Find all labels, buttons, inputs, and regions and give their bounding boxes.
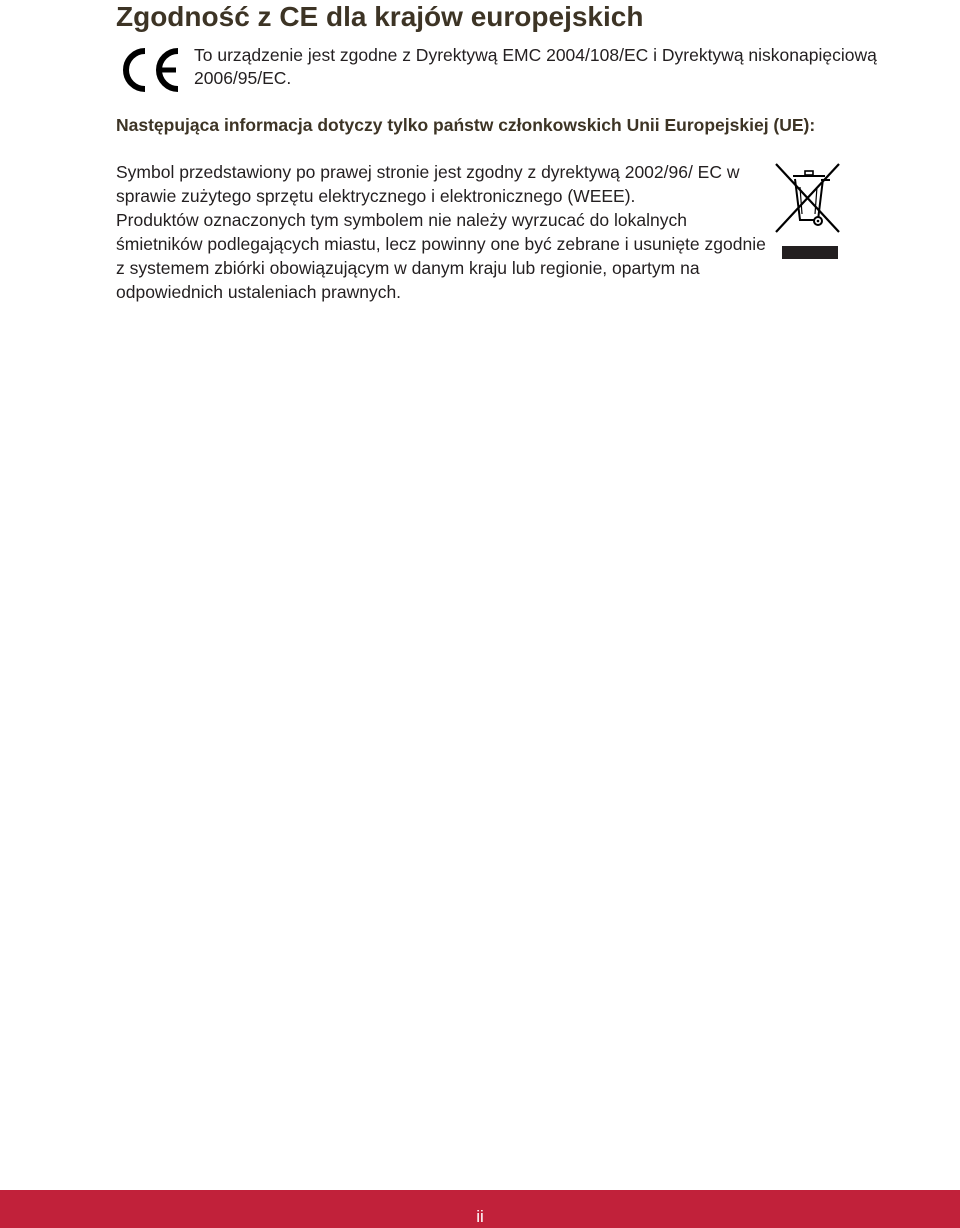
crossed-out-wheelie-bin-icon: [773, 160, 845, 262]
page-number: ii: [476, 1207, 484, 1226]
ce-compliance-text: To urządzenie jest zgodne z Dyrektywą EMC 2004/108/EC i Dyrektywą niskonapięciową 2006/95/EC.: [194, 45, 877, 88]
page-title: Zgodność z CE dla krajów europejskich: [116, 1, 644, 32]
weee-paragraph-directive: Symbol przedstawiony po prawej stronie jest zgodny z dyrektywą 2002/96/ EC w sprawie zużytego sprzętu elektrycznego i elektronicznego (WEEE).: [116, 162, 740, 206]
eu-section-heading: Następująca informacja dotyczy tylko państw członkowskich Unii Europejskiej (UE):: [116, 115, 816, 135]
weee-paragraph-disposal: Produktów oznaczonych tym symbolem nie należy wyrzucać do lokalnych śmietników podlegających miastu, lecz powinny one być zebrane i usunięte zgodnie z systemem zbiórki obowiązującym w danym kraju lub regionie, opartym na odpowiednich ustaleniach prawnych.: [116, 210, 766, 302]
weee-description: [116, 160, 776, 304]
ce-mark-icon: [116, 46, 182, 94]
